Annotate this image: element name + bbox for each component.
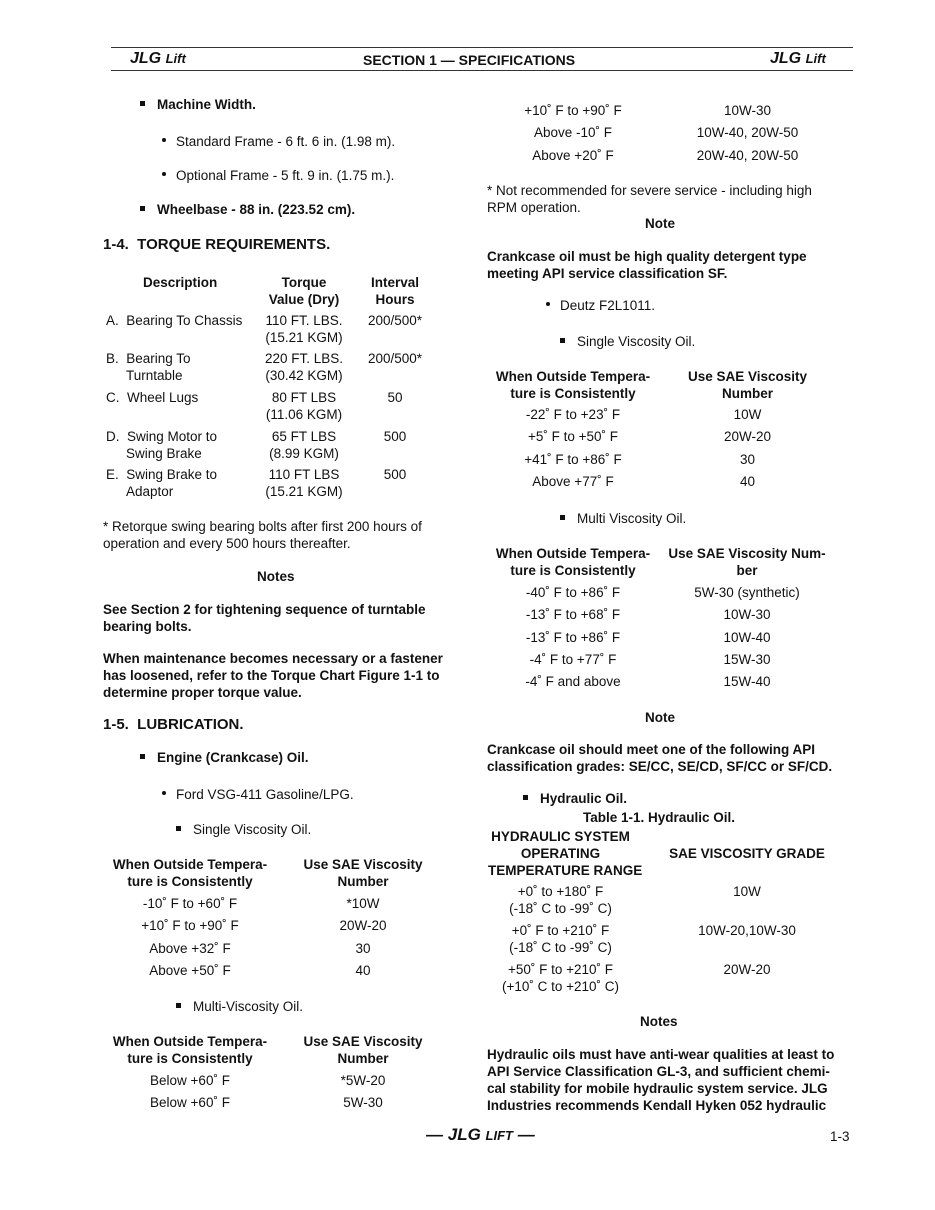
th-line: ture is Consistently xyxy=(127,874,253,889)
logo-text: JLG xyxy=(447,1125,481,1144)
deutz-single-viscosity-item xyxy=(560,333,695,350)
deutz-single-sae: 20W-20 xyxy=(723,429,772,445)
hydraulic-temp-c: (-18˚ C to -99˚ C) xyxy=(509,940,612,955)
torque-value-line1: 65 FT LBS xyxy=(271,429,337,444)
square-bullet-icon xyxy=(523,795,528,800)
square-bullet-icon xyxy=(176,1003,181,1008)
hydraulic-temp-f: +0˚ to +180˚ F xyxy=(517,884,604,899)
ford-multi-temp: Below +60˚ F xyxy=(150,1095,230,1111)
torque-value-line1: 220 FT. LBS. xyxy=(264,351,344,366)
deutz-multi-temp: -4˚ F and above xyxy=(525,674,621,690)
ford-multi-sae: *5W-20 xyxy=(340,1073,386,1088)
note-line: Crankcase oil must be high quality detergent type xyxy=(487,249,807,264)
multi-viscosity-text: Multi Viscosity Oil. xyxy=(577,511,687,526)
header-right-logo xyxy=(770,50,826,68)
logo-text: JLG xyxy=(130,50,162,67)
th-line: ture is Consistently xyxy=(510,563,636,578)
torque-desc-line2: Turntable xyxy=(126,368,183,383)
note-label-right-1: Note xyxy=(645,216,675,231)
ford-single-th-sae xyxy=(293,856,433,890)
torque-interval: 200/500* xyxy=(367,351,423,366)
square-bullet-icon xyxy=(140,206,145,211)
footer-logo xyxy=(426,1125,535,1145)
ford-single-temp: Above +50˚ F xyxy=(149,962,231,978)
note-label-right-2: Note xyxy=(645,710,675,725)
deutz-single-th-temp xyxy=(488,368,658,402)
deutz-multi-sae: 15W-40 xyxy=(723,674,771,690)
torque-value-line1: 80 FT LBS xyxy=(271,390,337,405)
logo-sub: Lift xyxy=(165,51,186,66)
th-line: When Outside Tempera- xyxy=(112,1034,268,1049)
th-line: Number xyxy=(337,874,389,889)
single-viscosity-text: Single Viscosity Oil. xyxy=(577,334,696,349)
logo-sub: LIFT xyxy=(485,1128,513,1143)
th-line: Number xyxy=(721,386,773,401)
th-line: Hours xyxy=(375,292,415,307)
page-number: 1-3 xyxy=(830,1129,850,1144)
torque-value-line2: (8.99 KGM) xyxy=(269,446,339,461)
hydraulic-sae: 10W xyxy=(733,884,761,899)
ford-single-sae: 30 xyxy=(355,940,371,956)
note-line: Hydraulic oils must have anti-wear qualities at least to xyxy=(487,1047,835,1062)
th-line: Use SAE Viscosity xyxy=(687,369,808,384)
note-line: See Section 2 for tightening sequence of turntable xyxy=(103,602,426,617)
footnote-line: * Retorque swing bearing bolts after first 200 hours of xyxy=(103,519,422,534)
torque-th-value xyxy=(258,274,350,308)
ford-item xyxy=(162,786,354,803)
th-line: Value (Dry) xyxy=(268,292,340,307)
torque-heading: 1-4. TORQUE REQUIREMENTS. xyxy=(103,236,331,253)
footnote-line: operation and every 500 hours thereafter. xyxy=(103,536,351,551)
note-maintenance xyxy=(103,650,443,701)
ford-single-sae: 40 xyxy=(355,962,371,978)
note-hydraulic-antiwear xyxy=(487,1046,834,1114)
ford-multi-viscosity-item xyxy=(176,998,303,1015)
deutz-single-temp: -22˚ F to +23˚ F xyxy=(525,407,621,422)
deutz-single-temp: Above +77˚ F xyxy=(532,473,614,489)
th-line: Use SAE Viscosity Num- xyxy=(668,546,826,561)
deutz-text: Deutz F2L1011. xyxy=(560,298,656,313)
deutz-single-sae: 30 xyxy=(739,451,756,467)
note-api-grades xyxy=(487,741,832,775)
torque-value-line2: (30.42 KGM) xyxy=(265,368,343,383)
ford-single-viscosity-item xyxy=(176,821,311,838)
deutz-single-temp: +5˚ F to +50˚ F xyxy=(527,429,619,445)
ford-single-temp: -10˚ F to +60˚ F xyxy=(142,896,238,911)
retorque-footnote xyxy=(103,518,422,552)
deutz-multi-temp: -40˚ F to +86˚ F xyxy=(525,585,621,600)
continued-temp: Above +20˚ F xyxy=(532,147,614,163)
hydraulic-temp-f: +0˚ F to +210˚ F xyxy=(511,923,610,938)
hydraulic-th-temp xyxy=(488,828,643,879)
note-tightening xyxy=(103,601,426,635)
optional-frame-item xyxy=(162,167,394,184)
th-line: TEMPERATURE RANGE xyxy=(488,863,643,878)
deutz-single-th-sae xyxy=(675,368,820,402)
hydraulic-sae: 20W-20 xyxy=(723,962,771,977)
torque-value-line1: 110 FT LBS xyxy=(268,467,340,482)
deutz-multi-viscosity-item xyxy=(560,510,686,527)
ford-single-th-temp xyxy=(105,856,275,890)
deutz-multi-sae: 15W-30 xyxy=(723,651,771,667)
notes-label-right: Notes xyxy=(640,1014,678,1029)
deutz-single-sae: 40 xyxy=(739,473,756,489)
ford-multi-th-temp xyxy=(105,1033,275,1067)
torque-value-line2: (11.06 KGM) xyxy=(265,407,343,422)
torque-interval: 500 xyxy=(383,429,407,444)
note-line: API Service Classification GL-3, and sufficient chemi- xyxy=(487,1064,830,1079)
note-line: has loosened, refer to the Torque Chart Figure 1-1 to xyxy=(103,668,440,683)
square-bullet-icon xyxy=(140,101,145,106)
continued-temp: +10˚ F to +90˚ F xyxy=(524,103,622,118)
note-line: Crankcase oil should meet one of the following API xyxy=(487,742,816,757)
torque-value-line2: (15.21 KGM) xyxy=(265,484,343,499)
machine-width-item xyxy=(140,96,256,113)
lubrication-heading: 1-5. LUBRICATION. xyxy=(103,716,244,733)
single-viscosity-text: Single Viscosity Oil. xyxy=(193,822,312,837)
continued-temp: Above -10˚ F xyxy=(533,125,613,141)
th-line: ber xyxy=(736,563,758,578)
wheelbase-item xyxy=(140,201,355,218)
deutz-multi-th-sae xyxy=(662,545,832,579)
th-line: Torque xyxy=(281,275,327,290)
ford-multi-temp: Below +60˚ F xyxy=(150,1073,230,1088)
round-bullet-icon xyxy=(162,791,166,795)
torque-interval: 500 xyxy=(383,467,407,482)
ford-single-temp: Above +32˚ F xyxy=(149,940,231,956)
round-bullet-icon xyxy=(162,172,166,176)
continued-sae: 20W-40, 20W-50 xyxy=(696,147,799,163)
deutz-multi-temp: -4˚ F to +77˚ F xyxy=(529,651,617,667)
square-bullet-icon xyxy=(140,754,145,759)
optional-frame-text: Optional Frame - 5 ft. 9 in. (1.75 m.). xyxy=(176,168,395,183)
note-crankcase-quality xyxy=(487,248,807,282)
ford-single-temp: +10˚ F to +90˚ F xyxy=(141,918,239,934)
ford-multi-th-sae xyxy=(293,1033,433,1067)
footnote-line: RPM operation. xyxy=(487,200,581,215)
th-line: OPERATING xyxy=(520,846,601,861)
note-line: classification grades: SE/CC, SE/CD, SF/CC or SF/CD. xyxy=(487,759,833,774)
header-top-rule xyxy=(111,47,853,48)
note-line: Industries recommends Kendall Hyken 052 hydraulic xyxy=(487,1098,827,1113)
torque-desc-line1: A. Bearing To Chassis xyxy=(106,313,243,328)
deutz-multi-temp: -13˚ F to +68˚ F xyxy=(525,607,621,623)
standard-frame-item xyxy=(162,133,395,150)
round-bullet-icon xyxy=(162,138,166,142)
th-line: Interval xyxy=(370,275,420,290)
header-section-title: SECTION 1 — SPECIFICATIONS xyxy=(363,52,576,68)
torque-value-line2: (15.21 KGM) xyxy=(265,330,343,345)
engine-oil-text: Engine (Crankcase) Oil. xyxy=(157,750,309,765)
deutz-multi-th-temp xyxy=(488,545,658,579)
hydraulic-sae: 10W-20,10W-30 xyxy=(698,923,796,938)
square-bullet-icon xyxy=(176,826,181,831)
th-line: ture is Consistently xyxy=(127,1051,253,1066)
th-line: ture is Consistently xyxy=(510,386,636,401)
deutz-multi-sae: 10W-40 xyxy=(723,629,771,645)
torque-desc-line1: E. Swing Brake to xyxy=(106,467,218,482)
machine-width-label: Machine Width. xyxy=(157,97,256,112)
wheelbase-text: Wheelbase - 88 in. (223.52 cm). xyxy=(157,202,356,217)
notes-label-left: Notes xyxy=(257,569,295,584)
deutz-multi-temp: -13˚ F to +86˚ F xyxy=(525,629,621,645)
square-bullet-icon xyxy=(560,338,565,343)
note-line: cal stability for mobile hydraulic system service. JLG xyxy=(487,1081,828,1096)
torque-desc-line1: C. Wheel Lugs xyxy=(106,390,199,405)
continued-sae: 10W-40, 20W-50 xyxy=(696,125,799,141)
deutz-single-temp: +41˚ F to +86˚ F xyxy=(524,451,622,467)
ford-single-sae: 20W-20 xyxy=(339,918,387,934)
hydraulic-th-sae: SAE VISCOSITY GRADE xyxy=(669,846,825,861)
torque-interval: 200/500* xyxy=(367,313,423,328)
torque-desc-line1: B. Bearing To xyxy=(106,351,191,366)
torque-th-interval xyxy=(360,274,430,308)
torque-value-line1: 110 FT. LBS. xyxy=(265,313,343,328)
hydraulic-oil-text: Hydraulic Oil. xyxy=(540,791,628,806)
torque-desc-line2: Swing Brake xyxy=(126,446,202,461)
note-line: determine proper torque value. xyxy=(103,685,302,700)
deutz-multi-sae: 5W-30 (synthetic) xyxy=(694,585,800,600)
standard-frame-text: Standard Frame - 6 ft. 6 in. (1.98 m). xyxy=(176,134,396,149)
round-bullet-icon xyxy=(546,302,550,306)
torque-interval: 50 xyxy=(387,390,403,405)
engine-oil-item xyxy=(140,749,309,766)
continued-sae: 10W-30 xyxy=(723,103,772,118)
logo-sub: Lift xyxy=(805,51,826,66)
square-bullet-icon xyxy=(560,515,565,520)
th-line: When Outside Tempera- xyxy=(112,857,268,872)
th-line: Use SAE Viscosity xyxy=(303,857,423,872)
severe-service-footnote xyxy=(487,182,812,216)
footer-dash: — xyxy=(426,1125,443,1144)
th-line: Use SAE Viscosity xyxy=(303,1034,423,1049)
note-line: meeting API service classification SF. xyxy=(487,266,728,281)
hydraulic-oil-item xyxy=(523,790,627,807)
footer-dash: — xyxy=(517,1125,535,1144)
ford-multi-sae: 5W-30 xyxy=(343,1095,383,1111)
th-line: HYDRAULIC SYSTEM xyxy=(491,829,630,844)
th-line: Number xyxy=(337,1051,389,1066)
ford-text: Ford VSG-411 Gasoline/LPG. xyxy=(176,787,354,802)
header-bottom-rule xyxy=(111,70,853,71)
torque-desc-line2: Adaptor xyxy=(126,484,174,499)
logo-text: JLG xyxy=(770,50,802,67)
note-line: When maintenance becomes necessary or a fastener xyxy=(103,651,443,666)
deutz-item xyxy=(546,297,655,314)
ford-single-sae: *10W xyxy=(346,896,380,911)
multi-viscosity-text: Multi-Viscosity Oil. xyxy=(193,999,304,1014)
torque-th-description: Description xyxy=(143,275,218,290)
hydraulic-table-title: Table 1-1. Hydraulic Oil. xyxy=(583,810,736,825)
header-left-logo xyxy=(130,50,186,68)
hydraulic-temp-c: (+10˚ C to +210˚ C) xyxy=(501,979,620,994)
hydraulic-temp-c: (-18˚ C to -99˚ C) xyxy=(509,901,612,916)
footnote-line: * Not recommended for severe service - including high xyxy=(487,183,812,198)
deutz-single-sae: 10W xyxy=(733,407,762,422)
th-line: When Outside Tempera- xyxy=(495,369,651,384)
torque-desc-line1: D. Swing Motor to xyxy=(106,429,218,444)
hydraulic-temp-f: +50˚ F to +210˚ F xyxy=(507,962,614,977)
deutz-multi-sae: 10W-30 xyxy=(723,607,771,623)
th-line: When Outside Tempera- xyxy=(495,546,651,561)
note-line: bearing bolts. xyxy=(103,619,192,634)
